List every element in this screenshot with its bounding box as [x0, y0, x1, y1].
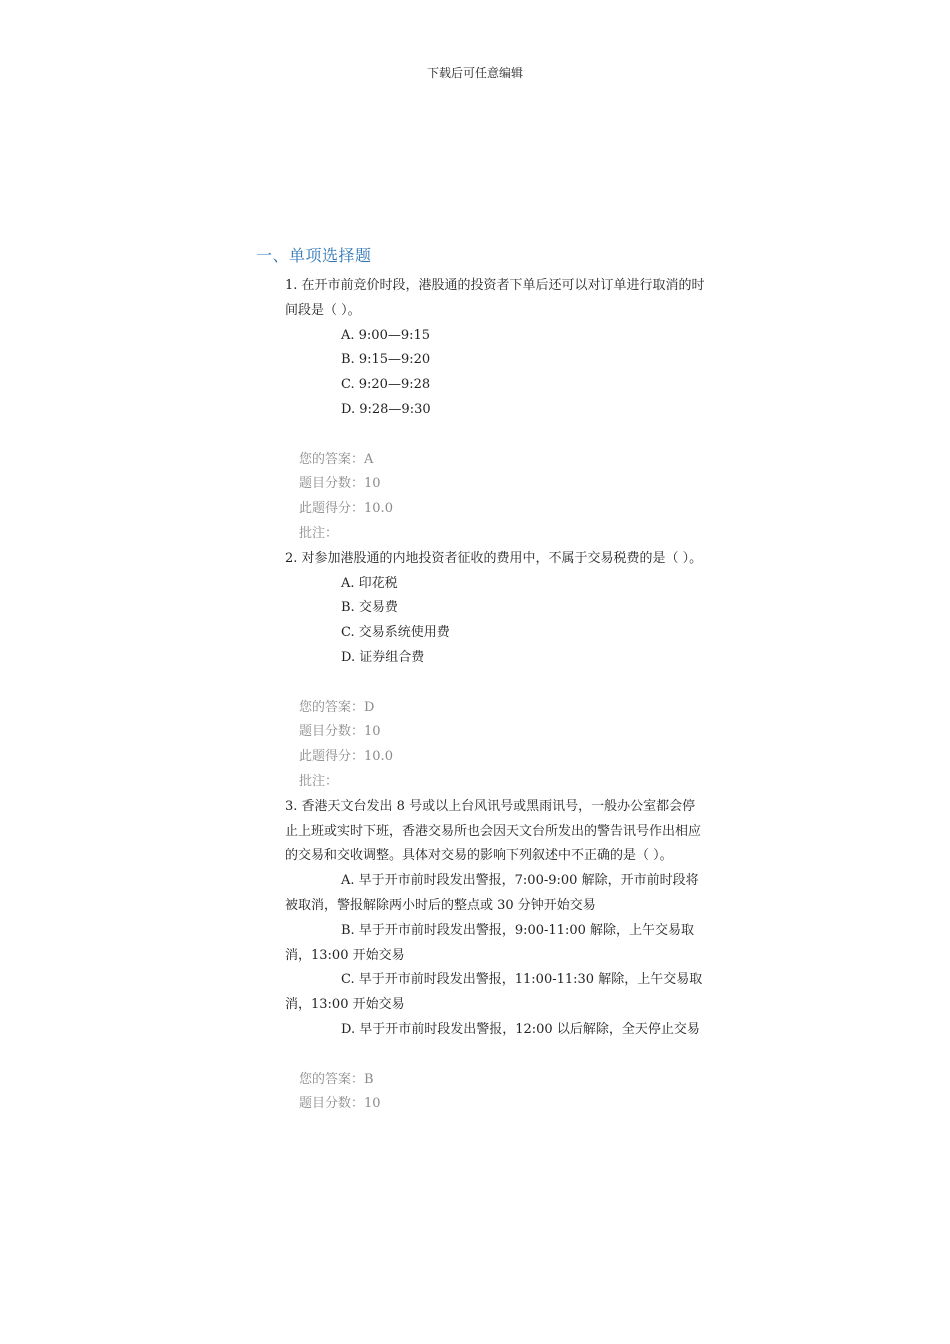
question-score-value: 10	[364, 476, 381, 492]
question-text: 1. 在开市前竞价时段，港股通的投资者下单后还可以对订单进行取消的时间段是（ ）。	[285, 278, 705, 318]
question-list	[285, 274, 705, 1117]
question-comment: 批注：	[299, 525, 339, 541]
section-title: 一、单项选择题	[256, 246, 372, 265]
option-b: B. 9:15—9:20	[341, 352, 431, 368]
your-answer-value: B	[364, 1071, 374, 1087]
your-answer-value: D	[364, 699, 375, 715]
question-got-value: 10.0	[364, 749, 393, 765]
option-a: A. 印花税	[341, 575, 398, 591]
question-3	[285, 795, 705, 1117]
question-score: 题目分数：10	[299, 1096, 381, 1112]
option-c: C. 交易系统使用费	[341, 625, 450, 641]
question-score-value: 10	[364, 1096, 381, 1112]
your-answer: 您的答案：A	[299, 451, 374, 467]
option-a: A. 9:00—9:15	[341, 327, 431, 343]
question-got: 此题得分：10.0	[299, 501, 393, 517]
question-score: 题目分数：10	[299, 724, 381, 740]
question-comment: 批注：	[299, 773, 339, 789]
option-c: C. 早于开市前时段发出警报，11:00-11:30 解除，上午交易取消，13:00 开始交易	[285, 972, 703, 1013]
question-text: 2. 对参加港股通的内地投资者征收的费用中，不属于交易税费的是（ ）。	[285, 550, 703, 566]
question-score: 题目分数：10	[299, 476, 381, 492]
question-1	[285, 274, 705, 547]
option-b: B. 交易费	[341, 600, 398, 616]
question-got-value: 10.0	[364, 501, 393, 517]
question-score-value: 10	[364, 724, 381, 740]
option-d: D. 9:28—9:30	[341, 401, 431, 417]
your-answer-value: A	[364, 451, 374, 467]
your-answer: 您的答案：D	[299, 699, 375, 715]
option-a: A. 早于开市前时段发出警报，7:00-9:00 解除，开市前时段将被取消，警报解除两小时后的整点或 30 分钟开始交易	[285, 873, 699, 913]
option-d: D. 证券组合费	[341, 649, 425, 665]
question-2	[285, 547, 705, 795]
option-b: B. 早于开市前时段发出警报，9:00-11:00 解除，上午交易取消，13:00 开始交易	[285, 922, 694, 963]
your-answer: 您的答案：B	[299, 1071, 374, 1087]
page-header: 下载后可任意编辑	[426, 66, 523, 80]
question-text: 3. 香港天文台发出 8 号或以上台风讯号或黑雨讯号，一般办公室都会停止上班或实时下班，香港交易所也会因天文台所发出的警告讯号作出相应的交易和交收调整。具体对交易的影响下列叙述中不正确的是（ ）。	[285, 798, 702, 864]
question-got: 此题得分：10.0	[299, 749, 393, 765]
option-c: C. 9:20—9:28	[341, 377, 431, 393]
option-d: D. 早于开市前时段发出警报，12:00 以后解除，全天停止交易	[341, 1021, 700, 1037]
